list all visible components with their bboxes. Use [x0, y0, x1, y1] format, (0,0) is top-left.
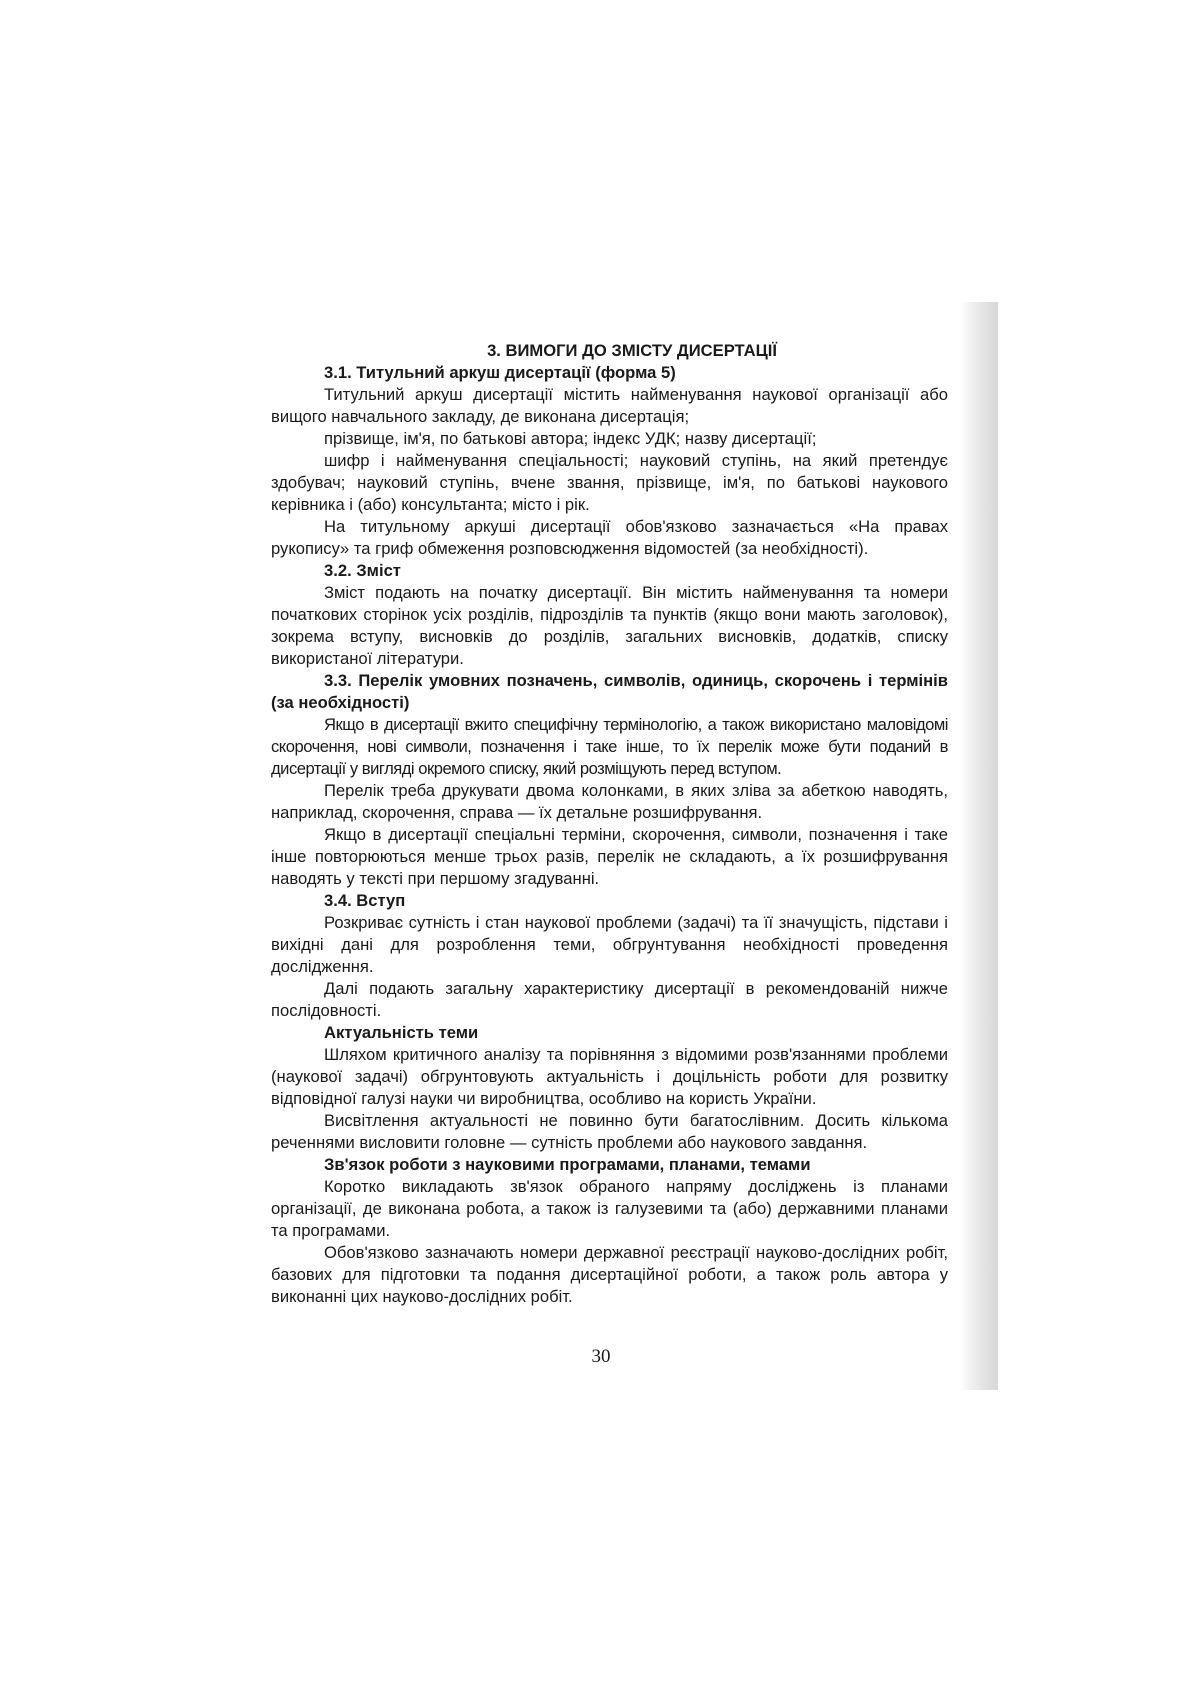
paragraph: Коротко викладають зв'язок обраного напряму досліджень із планами організації, де виконана робота, а також із галузевими та (або) державними планами та програмами.: [271, 1177, 948, 1240]
section-heading-3-3: 3.3. Перелік умовних позначень, символів, одиниць, скорочень і термінів (за необхідності): [271, 671, 948, 712]
section-heading-3-2: 3.2. Зміст: [324, 561, 401, 580]
paragraph: Зміст подають на початку дисертації. Він містить найменування та номери початкових сторінок усіх розділів, підрозділів та пунктів (якщо вони мають заголовок), зокрема вступу, висновків до розділів, загальних висновків, додатків, списку використаної літератури.: [271, 583, 948, 668]
paragraph: Титульний аркуш дисертації містить найменування наукової організації або вищого навчального закладу, де виконана дисертація;: [271, 385, 948, 426]
subheading-relevance: Актуальність теми: [324, 1023, 479, 1042]
chapter-title: 3. ВИМОГИ ДО ЗМІСТУ ДИСЕРТАЦІЇ: [487, 341, 777, 360]
page-number: 30: [591, 1346, 611, 1367]
paragraph: На титульному аркуші дисертації обов'язково зазначається «На правах рукопису» та гриф обмеження розповсюдження відомостей (за необхідності).: [271, 517, 948, 558]
paragraph: шифр і найменування спеціальності; науковий ступінь, на який претендує здобувач; науковий ступінь, вчене звання, прізвище, ім'я, по батькові наукового керівника і (або) консультанта; місто і рік.: [271, 451, 948, 514]
paragraph: Якщо в дисертації вжито специфічну термінологію, а також використано маловідомі скорочення, нові символи, позначення і таке інше, то їх перелік може бути поданий в дисертації у вигляді окремого списку, який розміщують перед вступом.: [271, 715, 948, 778]
paragraph: Якщо в дисертації спеціальні терміни, скорочення, символи, позначення і таке інше повторюються менше трьох разів, перелік не складають, а їх розшифрування наводять у тексті при першому згадуванні.: [271, 825, 948, 888]
section-heading-3-1: 3.1. Титульний аркуш дисертації (форма 5): [324, 363, 676, 382]
paragraph: Перелік треба друкувати двома колонками, в яких зліва за абеткою наводять, наприклад, скорочення, справа — їх детальне розшифрування.: [271, 781, 948, 822]
paragraph: Висвітлення актуальності не повинно бути багатослівним. Досить кількома реченнями висловити головне — сутність проблеми або наукового завдання.: [271, 1111, 948, 1152]
page-edge-shadow: [960, 302, 998, 1390]
paragraph: Далі подають загальну характеристику дисертації в рекомендованій нижче послідовності.: [271, 979, 948, 1020]
document-page: [271, 340, 948, 1308]
paragraph: Розкриває сутність і стан наукової проблеми (задачі) та її значущість, підстави і вихідні дані для розроблення теми, обгрунтування необхідності проведення дослідження.: [271, 913, 948, 976]
section-heading-3-4: 3.4. Вступ: [324, 891, 406, 910]
paragraph: прізвище, ім'я, по батькові автора; індекс УДК; назву дисертації;: [324, 429, 817, 448]
paragraph: Шляхом критичного аналізу та порівняння з відомими розв'язаннями проблеми (наукової задачі) обгрунтовують актуальність і доцільність роботи для розвитку відповідної галузі науки чи виробництва, особливо на користь України.: [271, 1045, 948, 1108]
subheading-connection: Зв'язок роботи з науковими програмами, планами, темами: [324, 1155, 811, 1174]
paragraph: Обов'язково зазначають номери державної реєстрації науково-дослідних робіт, базових для підготовки та подання дисертаційної роботи, а також роль автора у виконанні цих науково-дослідних робіт.: [271, 1243, 948, 1306]
